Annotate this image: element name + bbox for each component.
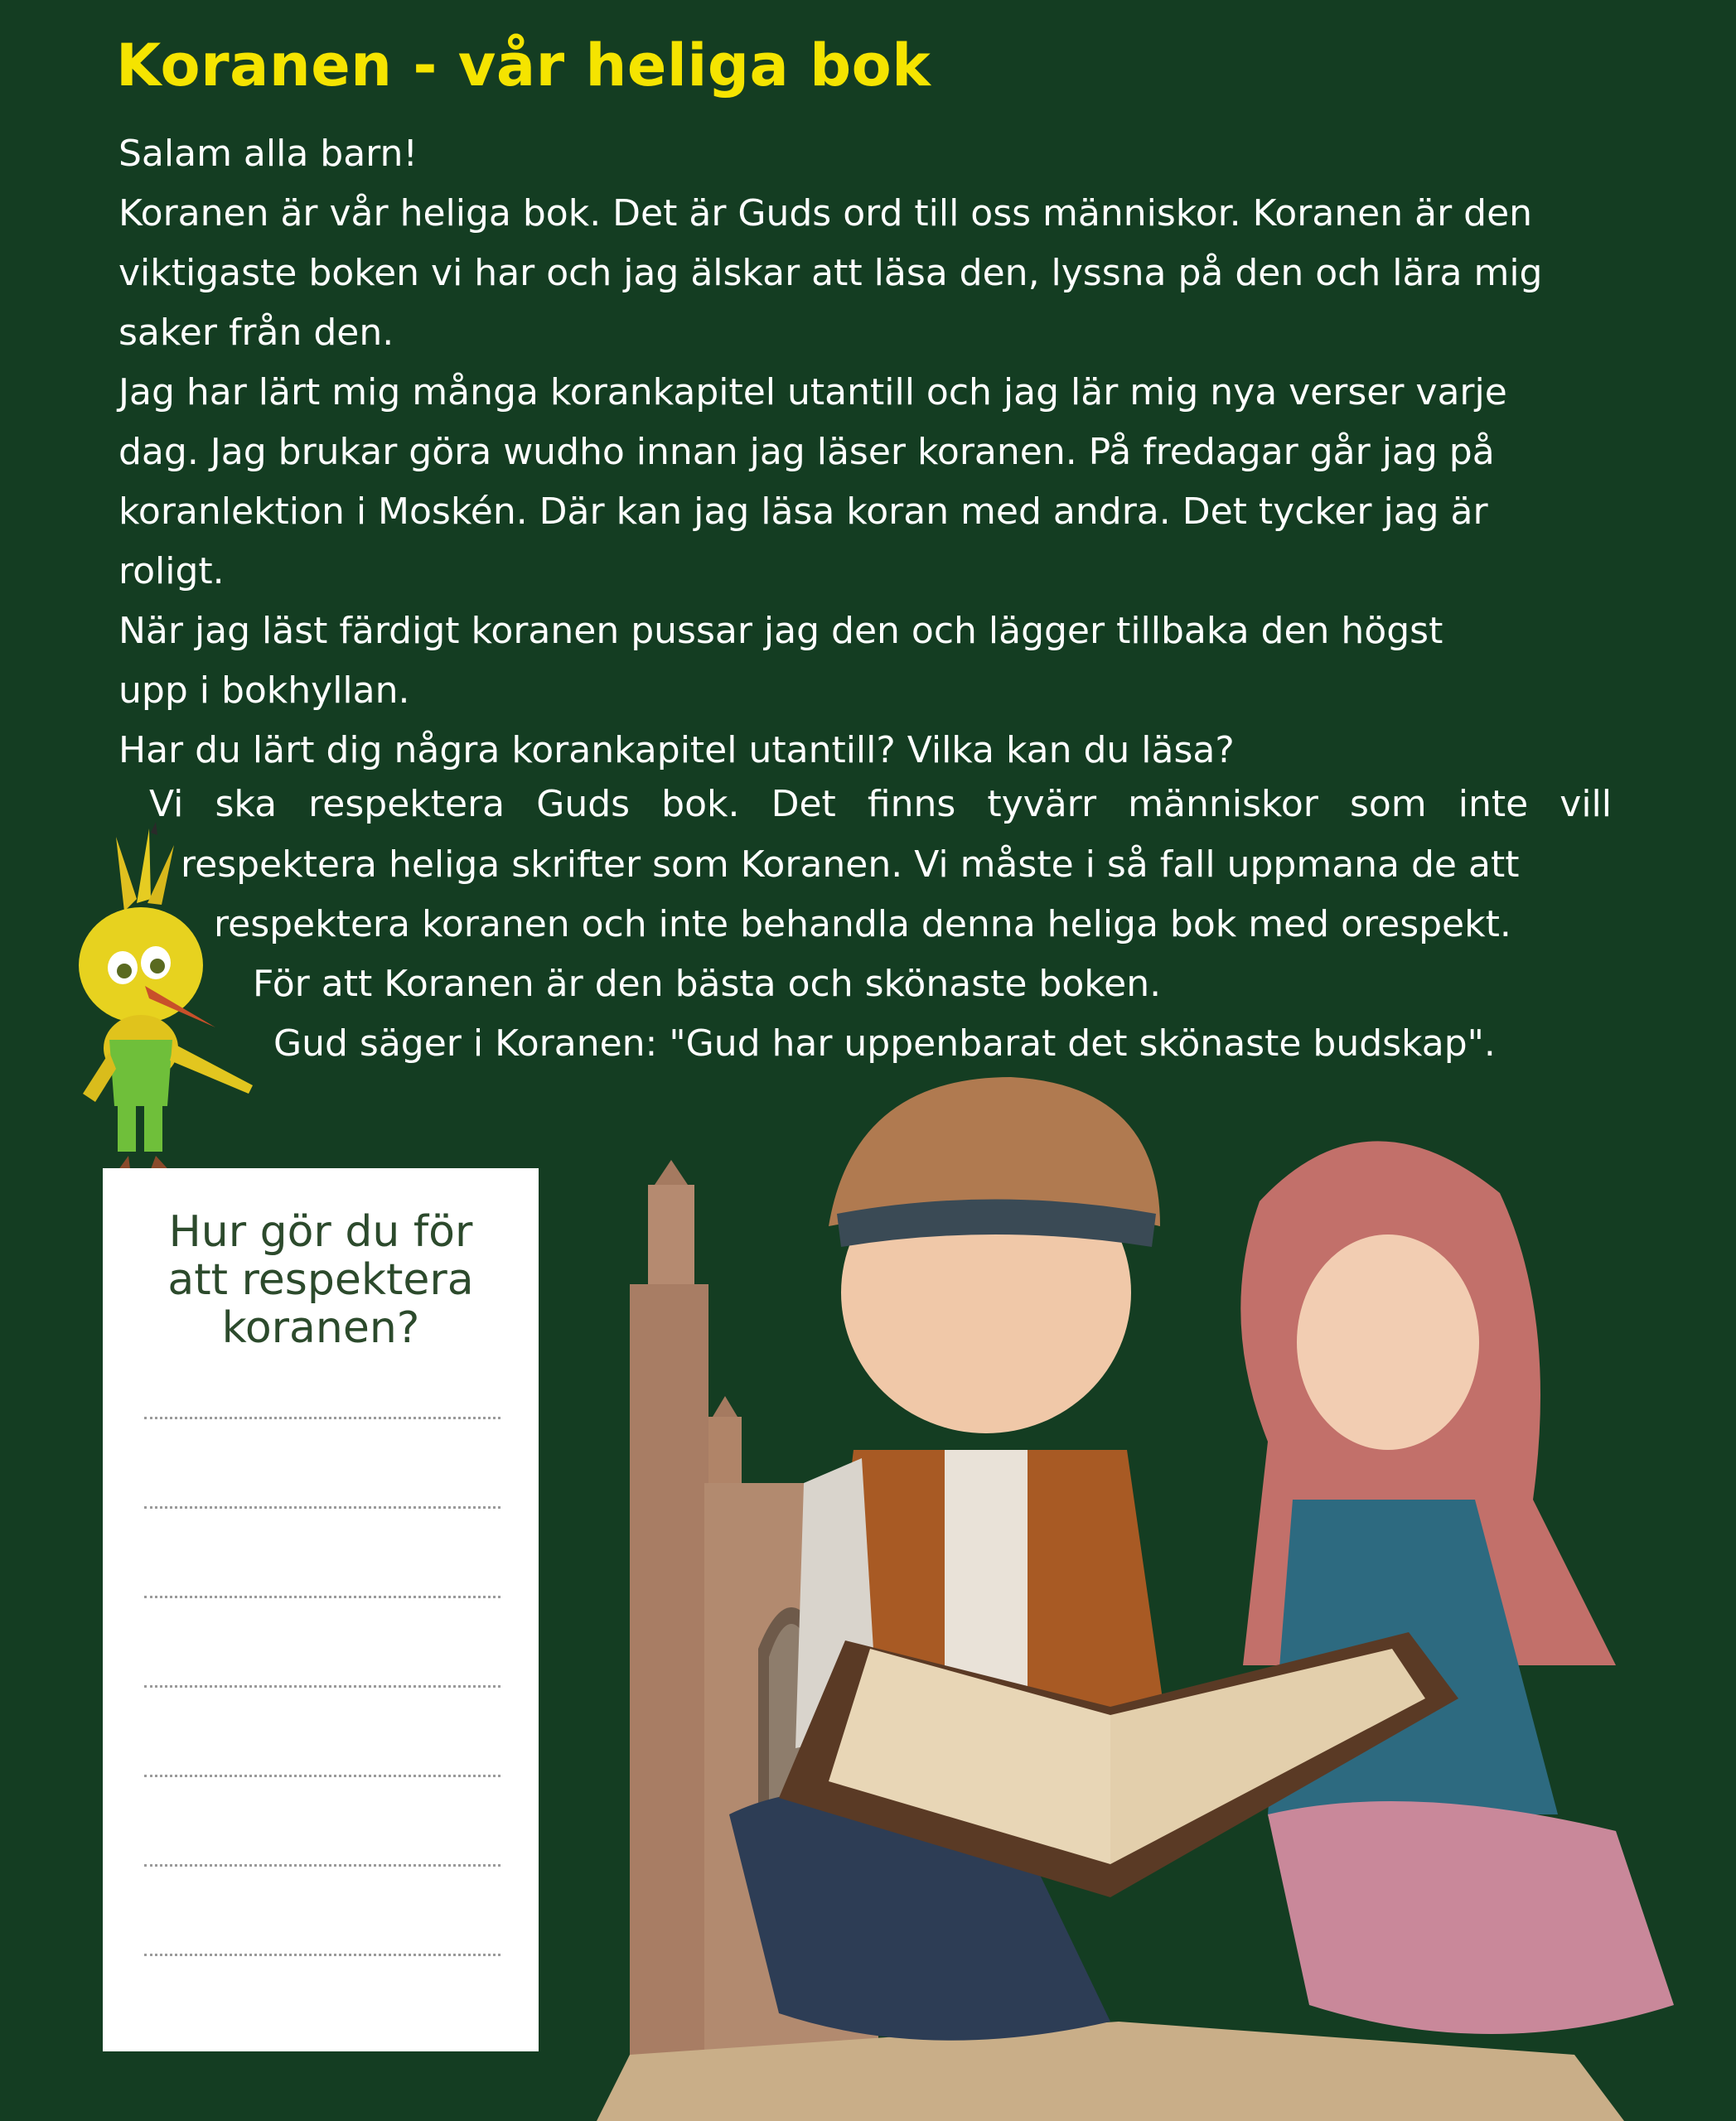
- answer-line[interactable]: [144, 1506, 500, 1509]
- paragraph-2-line-2: dag. Jag brukar göra wudho innan jag läser koranen. På fredagar går jag på: [118, 431, 1495, 473]
- paragraph-1-line-2: viktigaste boken vi har och jag älskar att läsa den, lyssna på den och lära mig: [118, 252, 1543, 294]
- answer-line[interactable]: [144, 1775, 500, 1777]
- paragraph-2-line-4: roligt.: [118, 550, 225, 592]
- paragraph-5-line-2: respektera heliga skrifter som Koranen. Vi måste i så fall uppmana de att: [181, 843, 1520, 886]
- question-line-3: koranen?: [221, 1303, 420, 1353]
- paragraph-5-line-3: respektera koranen och inte behandla denna heliga bok med orespekt.: [214, 903, 1511, 945]
- bird-mascot-illustration: [58, 820, 273, 1201]
- paragraph-5-line-1: Vi ska respektera Guds bok. Det finns tyvärr människor som inte vill: [149, 783, 1612, 825]
- paragraph-6: För att Koranen är den bästa och skönaste boken.: [253, 963, 1162, 1005]
- question-line-2: att respektera: [167, 1255, 474, 1305]
- paragraph-3-line-1: När jag läst färdigt koranen pussar jag den och lägger tillbaka den högst: [118, 610, 1443, 652]
- paragraph-2-line-1: Jag har lärt mig många korankapitel utantill och jag lär mig nya verser varje: [118, 371, 1507, 413]
- paragraph-4: Har du lärt dig några korankapitel utantill? Vilka kan du läsa?: [118, 729, 1235, 771]
- answer-line[interactable]: [144, 1864, 500, 1867]
- page-title: Koranen - vår heliga bok: [116, 31, 931, 99]
- children-reading-quran-illustration: [580, 1069, 1736, 2121]
- paragraph-7: Gud säger i Koranen: "Gud har uppenbarat det skönaste budskap".: [273, 1022, 1496, 1065]
- girl-figure: [1240, 1141, 1674, 2034]
- paragraph-1-line-1: Koranen är vår heliga bok. Det är Guds ord till oss människor. Koranen är den: [118, 192, 1533, 234]
- greeting: Salam alla barn!: [118, 133, 418, 175]
- paragraph-1-line-3: saker från den.: [118, 312, 394, 354]
- answer-line[interactable]: [144, 1596, 500, 1598]
- answer-line[interactable]: [144, 1954, 500, 1956]
- worksheet-question: [103, 1208, 539, 1352]
- paragraph-3-line-2: upp i bokhyllan.: [118, 669, 410, 712]
- answer-line[interactable]: [144, 1685, 500, 1688]
- paragraph-2-line-3: koranlektion i Moskén. Där kan jag läsa koran med andra. Det tycker jag är: [118, 490, 1488, 533]
- worksheet-box: [103, 1168, 539, 2051]
- answer-line[interactable]: [144, 1417, 500, 1419]
- question-line-1: Hur gör du för: [168, 1207, 473, 1257]
